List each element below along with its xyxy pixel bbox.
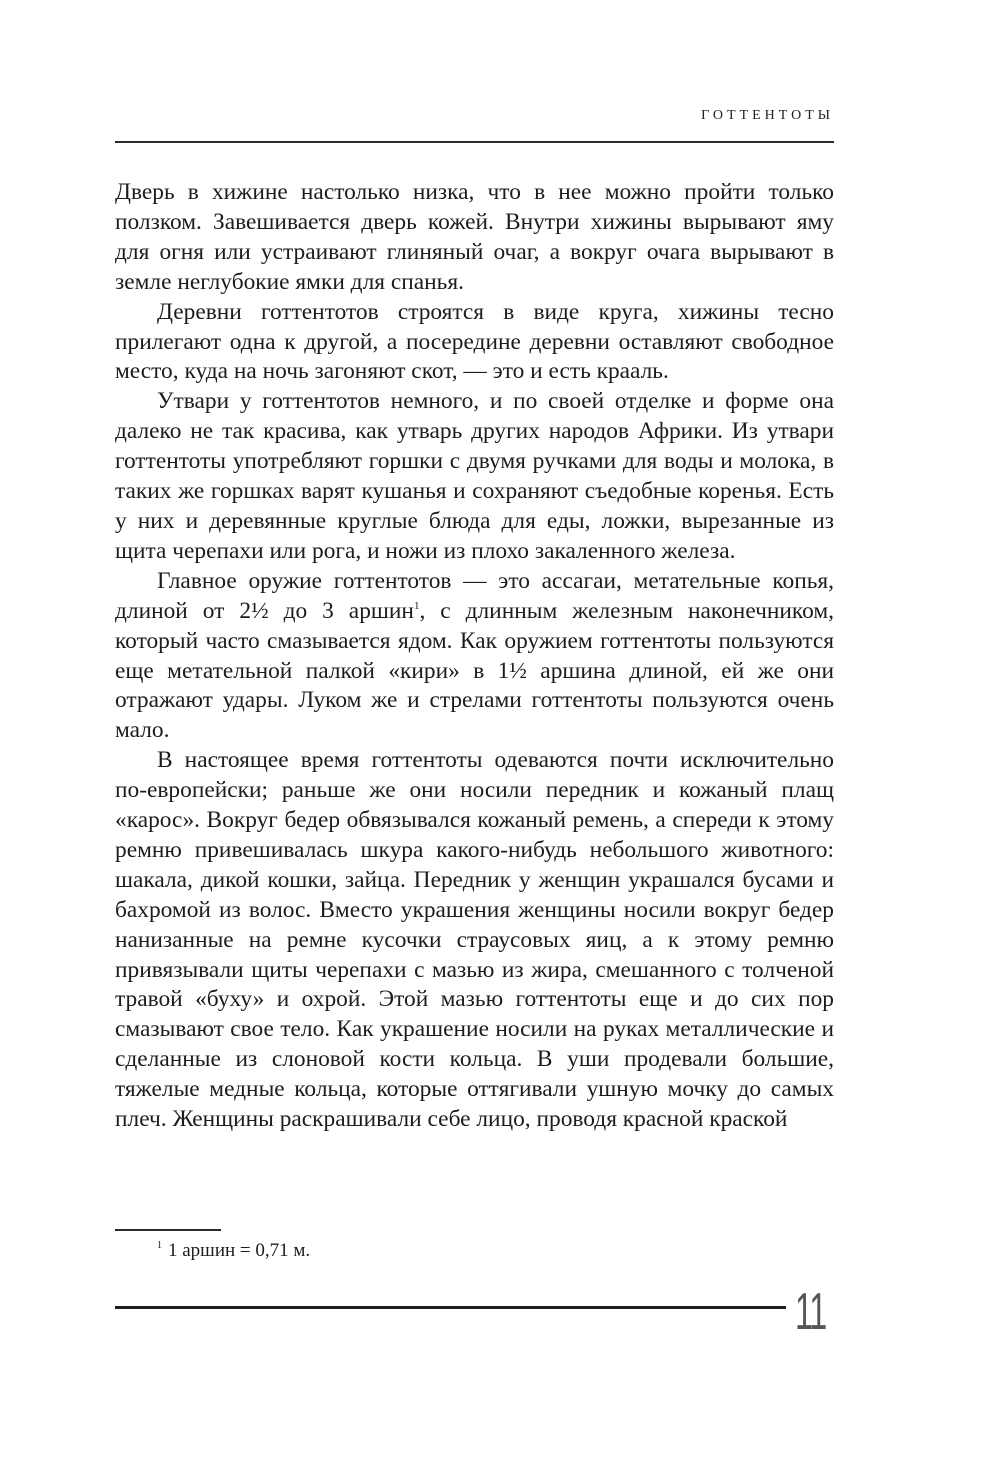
page-number: 11 [795, 1283, 826, 1341]
paragraph: Дверь в хижине настолько низка, что в нее можно пройти только ползком. Завешивается дверь кожей. Внутри хижины вырывают яму для огня или устраивают глиняный очаг, а вокруг очага вырывают в земле неглубокие ямки для спанья. [115, 179, 834, 295]
body-text [115, 178, 834, 1135]
paragraph: Деревни готтентотов строятся в виде круга, хижины тесно прилегают одна к другой, а посередине деревни оставляют свободное место, куда на ночь загоняют скот, — это и есть крааль. [115, 298, 834, 385]
footnote [157, 1238, 310, 1264]
header-rule [115, 141, 834, 143]
footnote-rule [115, 1229, 221, 1231]
running-head-title: ГОТТЕНТОТЫ [701, 108, 834, 123]
footnote-number: 1 [157, 1240, 162, 1251]
paragraph-text: , с длинным железным наконечником, который часто смазывается ядом. Как оружием готтентоты пользуются еще метательной палкой «кири» в 1½ аршина длиной, ей же они отражают удары. Луком же и стрелами готтентоты пользуются очень мало. [115, 597, 834, 744]
footnote-reference[interactable]: 1 [413, 599, 420, 612]
footnote-text: 1 аршин = 0,71 м. [168, 1240, 311, 1261]
paragraph: Утвари у готтентотов немного, и по своей отделке и форме она далеко не так красива, как утварь других народов Африки. Из утвари готтентоты употребляют горшки с двумя ручками для воды и молока, в таких же горшках варят кушанья и сохраняют съедобные коренья. Есть у них и деревянные круглые блюда для еды, ложки, вырезанные из щита черепахи или рога, и ножи из плохо закаленного железа. [115, 388, 834, 564]
paragraph: В настоящее время готтентоты одеваются почти исключительно по-европейски; раньше же они носили передник и кожаный плащ «карос». Вокруг бедер обвязывался кожаный ремень, а спереди к этому ремню привешивалась шкура какого-нибудь небольшого животного: шакала, дикой кошки, зайца. Передник у женщин украшался бусами и бахромой из волос. Вместо украшения женщины носили вокруг бедер нанизанные на ремне кусочки страусовых яиц, а к этому ремню привязывали щиты черепахи с мазью из жира, смешанного с толченой травой «буху» и охрой. Этой мазью готтентоты еще и до сих пор смазывают свое тело. Как украшение носили на руках металлические и сделанные из слоновой кости кольца. В уши продевали большие, тяжелые медные кольца, которые оттягивали ушную мочку до самых плеч. Женщины раскрашивали себе лицо, проводя красной краской [115, 747, 834, 1133]
footer-rule [115, 1306, 786, 1309]
paragraph [115, 567, 834, 746]
paragraph-text: Главное оружие готтентотов — это ассагаи, метательные копья, длиной от 2½ до 3 аршин [115, 567, 834, 624]
